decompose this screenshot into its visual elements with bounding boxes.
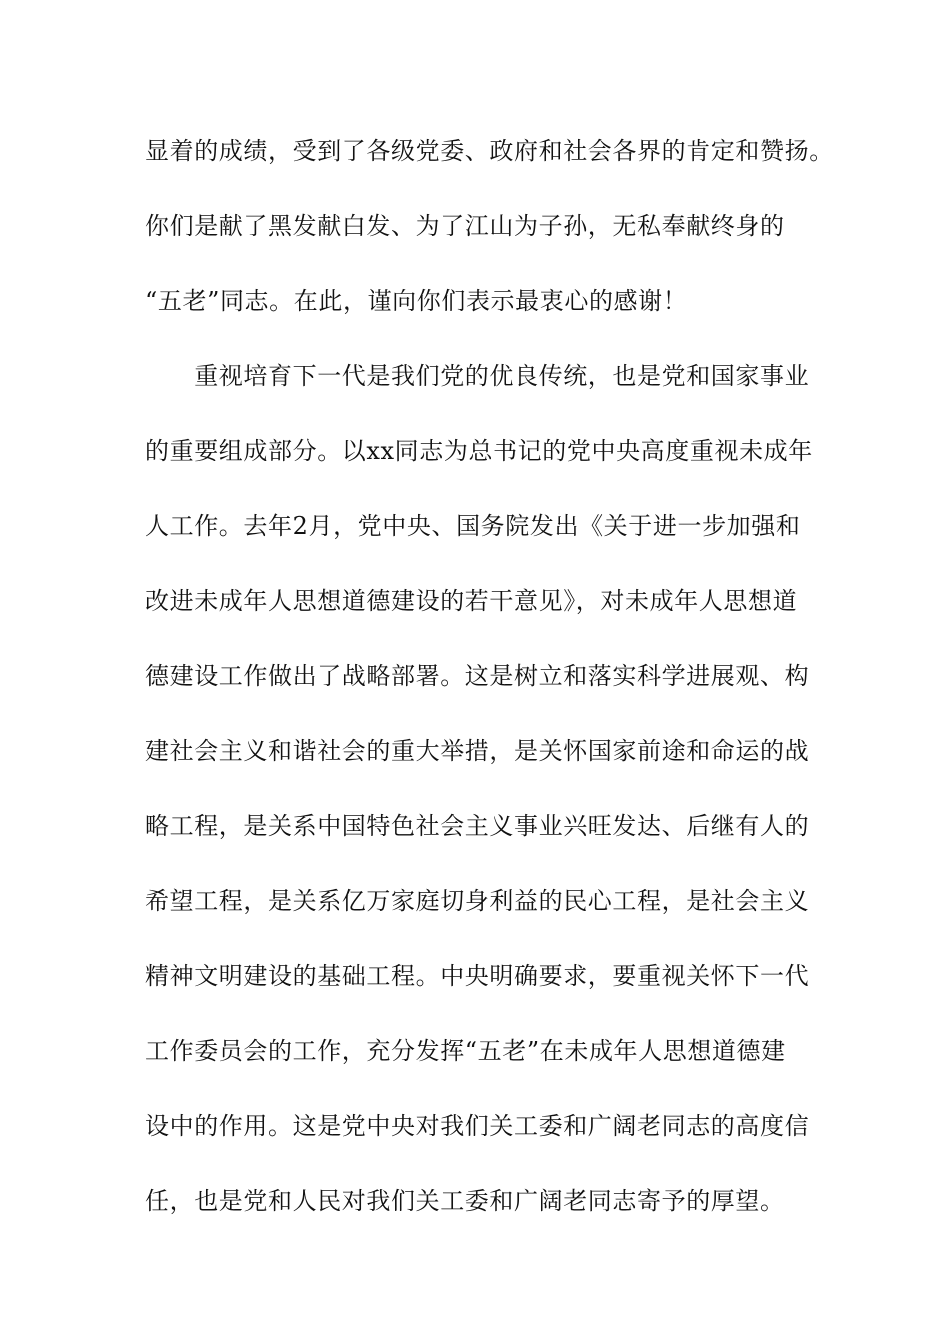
text-line: 重视培育下一代是我们党的优良传统，也是党和国家事业 bbox=[145, 362, 810, 390]
text-line: 精神文明建设的基础工程。中央明确要求，要重视关怀下一代 bbox=[145, 962, 810, 990]
text-line: 德建设工作做出了战略部署。这是树立和落实科学进展观、构 bbox=[145, 662, 810, 690]
text-line: “五老”同志。在此，谨向你们表示最衷心的感谢！ bbox=[145, 287, 688, 315]
text-line: 任，也是党和人民对我们关工委和广阔老同志寄予的厚望。 bbox=[145, 1187, 785, 1215]
text-line: 你们是献了黑发献白发、为了江山为子孙，无私奉献终身的 bbox=[145, 212, 785, 240]
text-line: 略工程，是关系中国特色社会主义事业兴旺发达、后继有人的 bbox=[145, 812, 810, 840]
text-line: 的重要组成部分。以xx同志为总书记的党中央高度重视未成年 bbox=[145, 437, 813, 465]
text-line: 工作委员会的工作，充分发挥“五老”在未成年人思想道德建 bbox=[145, 1037, 786, 1065]
text-line: 设中的作用。这是党中央对我们关工委和广阔老同志的高度信 bbox=[145, 1112, 810, 1140]
text-line: 希望工程，是关系亿万家庭切身利益的民心工程，是社会主义 bbox=[145, 887, 810, 915]
text-line: 人工作。去年2月，党中央、国务院发出《关于进一步加强和 bbox=[145, 512, 801, 540]
text-line: 建社会主义和谐社会的重大举措，是关怀国家前途和命运的战 bbox=[145, 737, 810, 765]
text-line: 显着的成绩，受到了各级党委、政府和社会各界的肯定和赞扬。 bbox=[145, 137, 834, 165]
text-line: 改进未成年人思想道德建设的若干意见》，对未成年人思想道 bbox=[145, 587, 798, 615]
